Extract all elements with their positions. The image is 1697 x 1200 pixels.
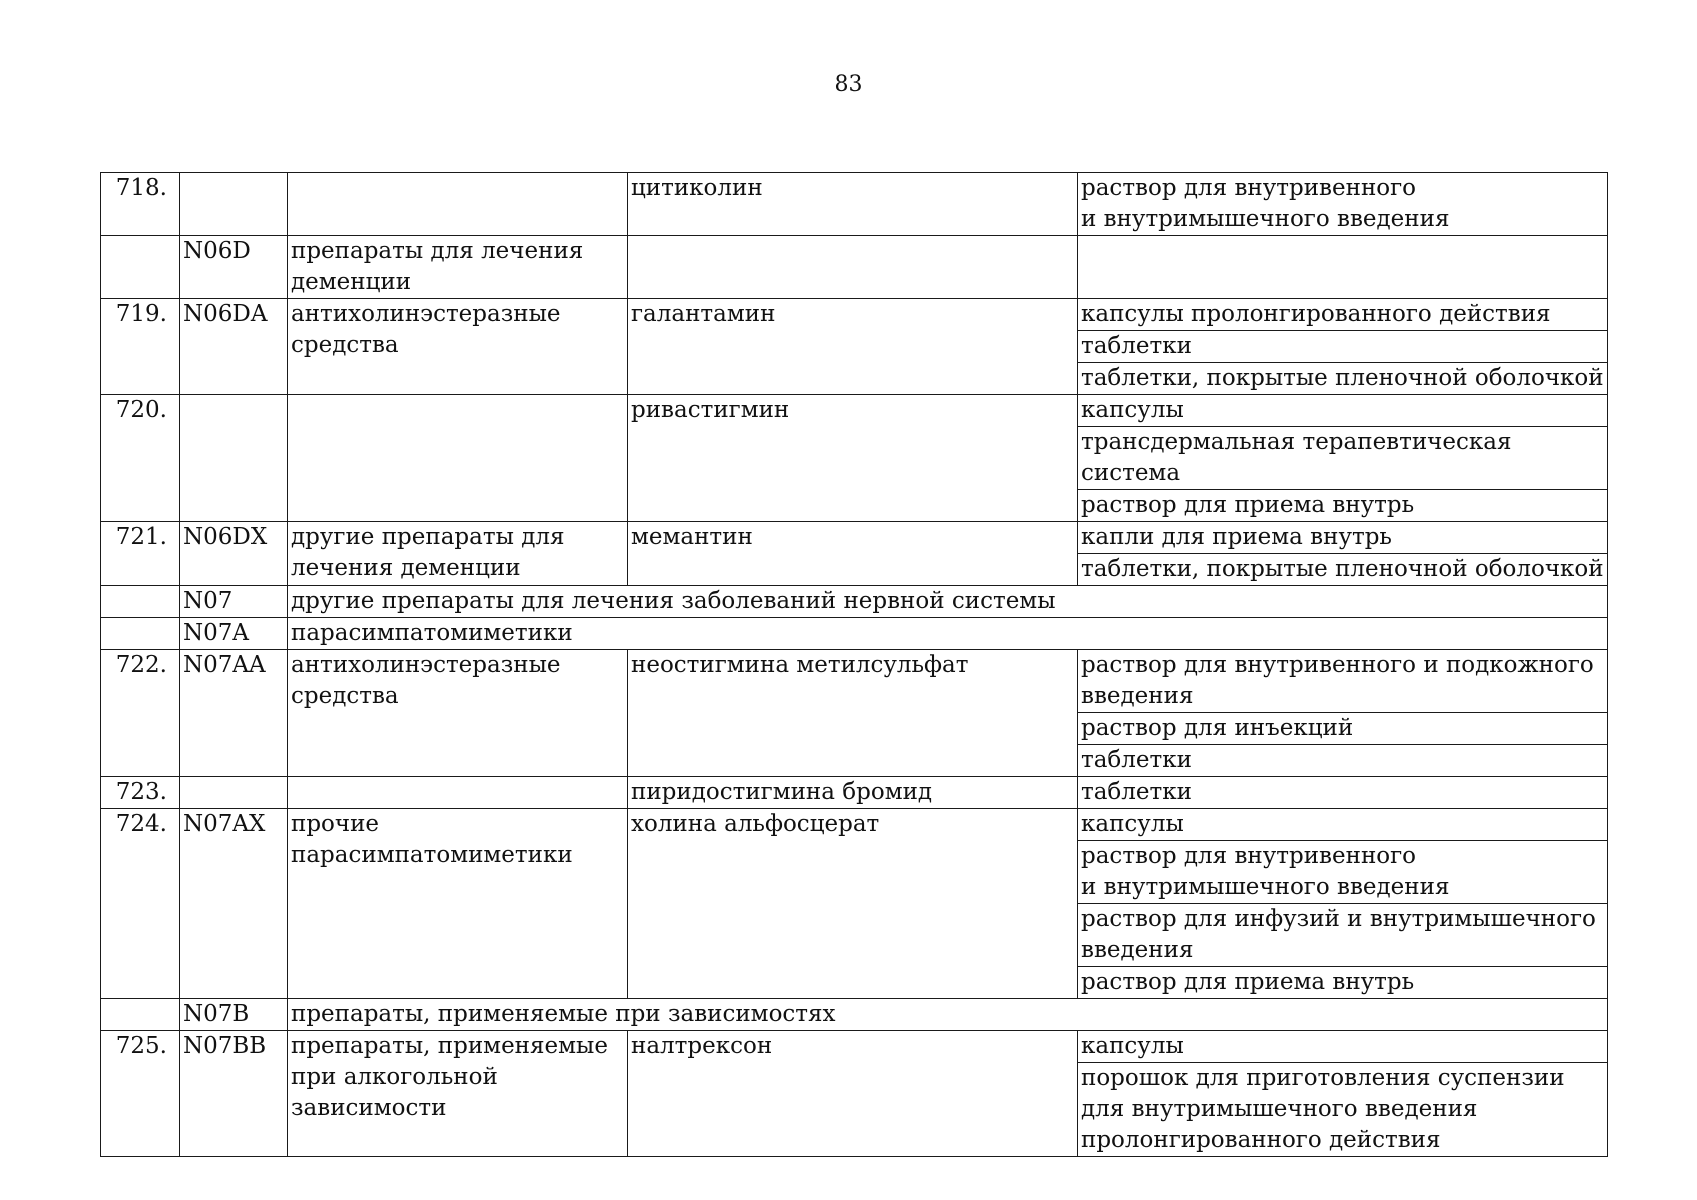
dosage-form: трансдермальная терапевтическая система [1078,427,1608,490]
atc-code [180,777,288,809]
dosage-form: таблетки [1078,745,1608,777]
table-row [101,395,1608,427]
atc-group: антихолинэстеразные средства [288,299,628,395]
table-row [101,618,1608,650]
row-number: 721. [101,522,180,586]
row-number [101,236,180,299]
drug-table [100,172,1608,1157]
dosage-form: таблетки [1078,777,1608,809]
dosage-form: раствор для приема внутрь [1078,490,1608,522]
atc-group: парасимпатомиметики [288,618,1608,650]
dosage-form: капли для приема внутрь [1078,522,1608,554]
table-row [101,1031,1608,1063]
substance-name: мемантин [628,522,1078,586]
table-row [101,777,1608,809]
dosage-form: раствор для внутривенного и внутримышечного введения [1078,841,1608,904]
dosage-form: капсулы [1078,1031,1608,1063]
atc-group: прочие парасимпатомиметики [288,809,628,999]
table-row [101,809,1608,841]
dosage-form: раствор для инфузий и внутримышечного введения [1078,904,1608,967]
atc-code: N06DA [180,299,288,395]
row-number: 720. [101,395,180,522]
row-number: 723. [101,777,180,809]
row-number: 725. [101,1031,180,1157]
row-number: 724. [101,809,180,999]
dosage-form: капсулы пролонгированного действия [1078,299,1608,331]
table-row [101,650,1608,713]
atc-code: N07AA [180,650,288,777]
substance-name: цитиколин [628,173,1078,236]
atc-group: антихолинэстеразные средства [288,650,628,777]
substance-name [628,236,1078,299]
atc-group [288,395,628,522]
row-number: 719. [101,299,180,395]
atc-group: другие препараты для лечения деменции [288,522,628,586]
substance-name: пиридостигмина бромид [628,777,1078,809]
atc-code [180,173,288,236]
table-row [101,299,1608,331]
dosage-form [1078,236,1608,299]
atc-code: N06D [180,236,288,299]
dosage-form: раствор для внутривенного и внутримышечного введения [1078,173,1608,236]
dosage-form: раствор для инъекций [1078,713,1608,745]
table-row [101,522,1608,554]
page-number: 83 [834,72,863,97]
table-row [101,173,1608,236]
row-number: 722. [101,650,180,777]
substance-name: ривастигмин [628,395,1078,522]
atc-group: препараты, применяемые при алкогольной зависимости [288,1031,628,1157]
atc-group [288,173,628,236]
dosage-form: капсулы [1078,809,1608,841]
row-number: 718. [101,173,180,236]
atc-group: препараты, применяемые при зависимостях [288,999,1608,1031]
row-number [101,999,180,1031]
table-row [101,236,1608,299]
substance-name: налтрексон [628,1031,1078,1157]
atc-code [180,395,288,522]
substance-name: галантамин [628,299,1078,395]
dosage-form: таблетки [1078,331,1608,363]
substance-name: холина альфосцерат [628,809,1078,999]
dosage-form: таблетки, покрытые пленочной оболочкой [1078,554,1608,586]
atc-code: N07A [180,618,288,650]
dosage-form: раствор для внутривенного и подкожного введения [1078,650,1608,713]
row-number [101,586,180,618]
dosage-form: порошок для приготовления суспензии для внутримышечного введения пролонгированного действия [1078,1063,1608,1157]
dosage-form: капсулы [1078,395,1608,427]
table-row [101,999,1608,1031]
atc-code: N07AX [180,809,288,999]
atc-code: N06DX [180,522,288,586]
atc-group [288,777,628,809]
atc-code: N07B [180,999,288,1031]
atc-code: N07 [180,586,288,618]
dosage-form: таблетки, покрытые пленочной оболочкой [1078,363,1608,395]
atc-group: препараты для лечения деменции [288,236,628,299]
substance-name: неостигмина метилсульфат [628,650,1078,777]
atc-code: N07BB [180,1031,288,1157]
row-number [101,618,180,650]
table-row [101,586,1608,618]
dosage-form: раствор для приема внутрь [1078,967,1608,999]
atc-group: другие препараты для лечения заболеваний нервной системы [288,586,1608,618]
